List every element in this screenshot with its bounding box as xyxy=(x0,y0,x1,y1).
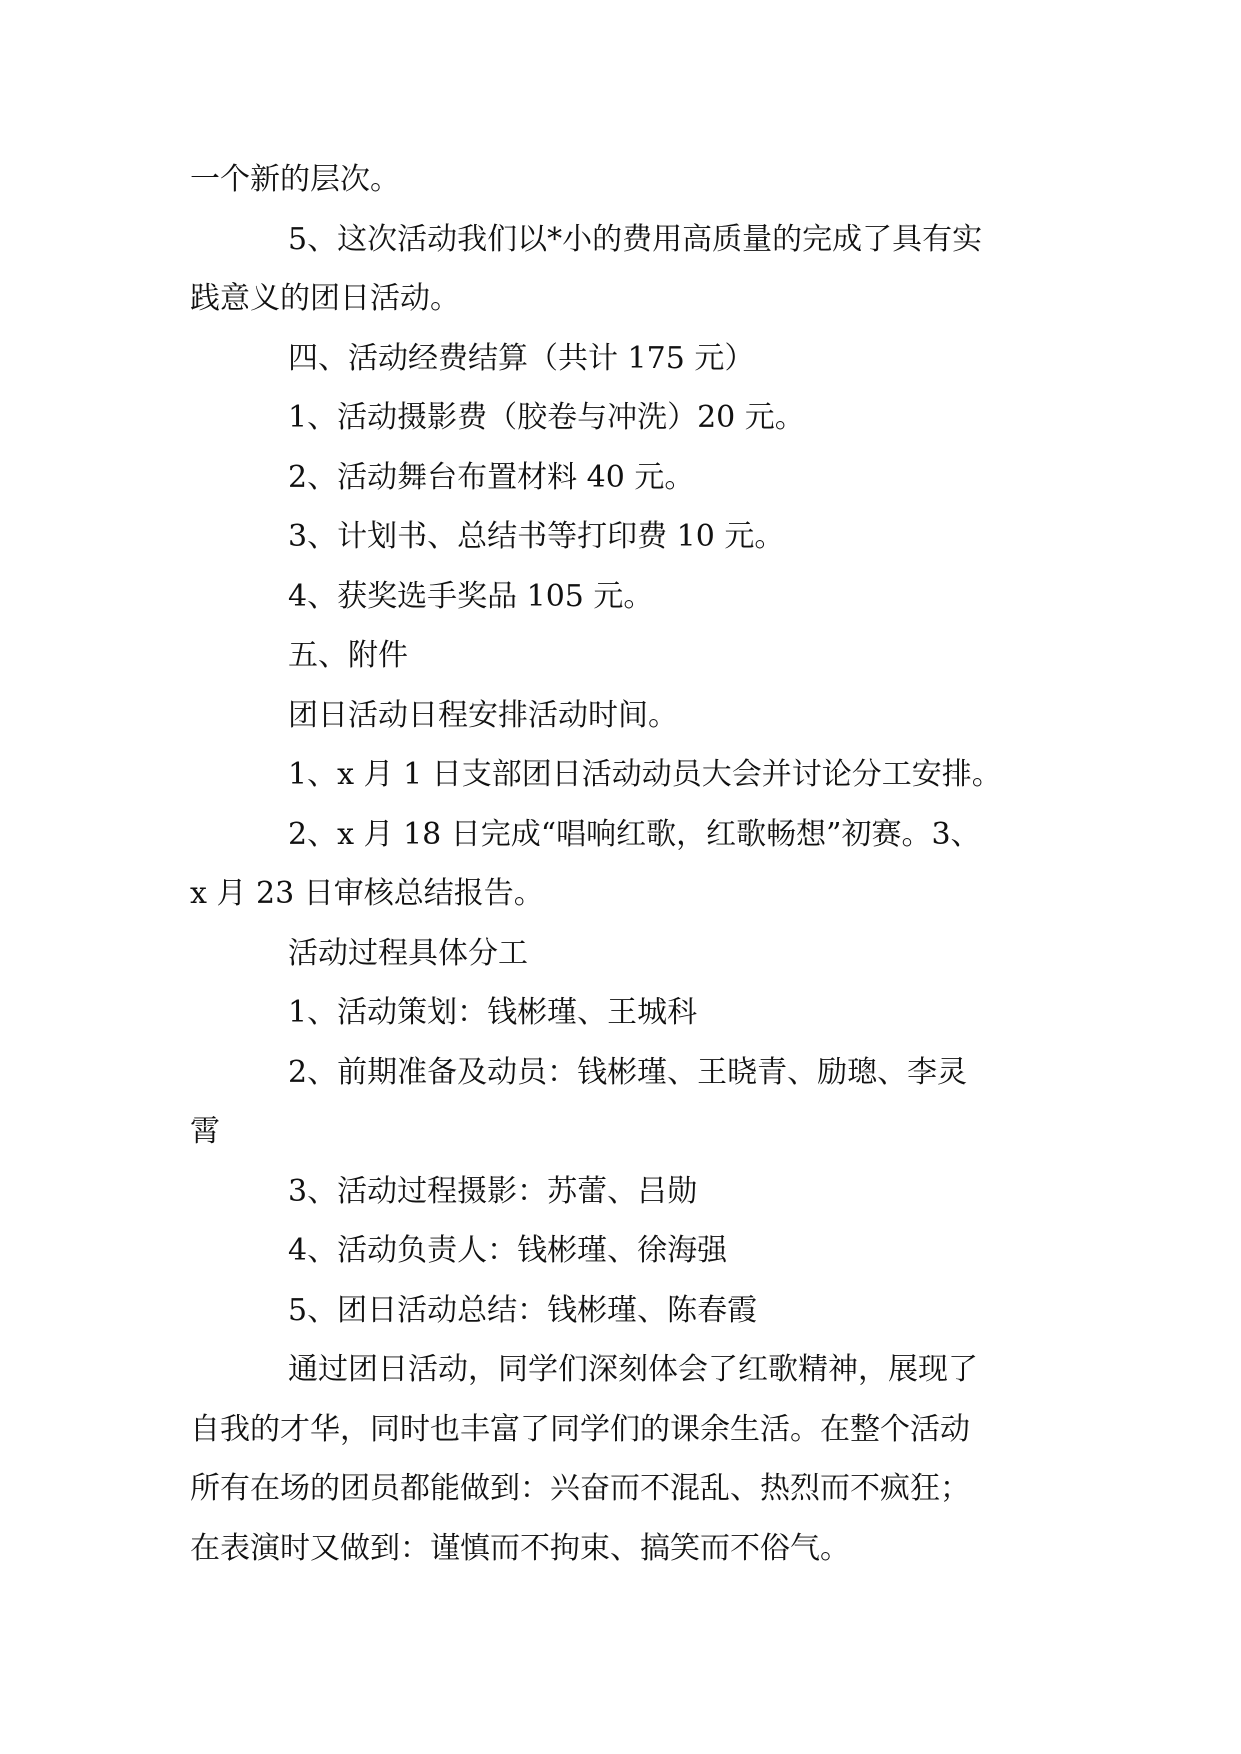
text-line: 霄 xyxy=(190,1114,220,1149)
text-line: 2、x 月 18 日完成“唱响红歌，红歌畅想”初赛。3、 xyxy=(288,816,981,852)
text-line: 3、活动过程摄影：苏蕾、吕勋 xyxy=(288,1173,698,1209)
text-line: 活动过程具体分工 xyxy=(288,935,528,971)
text-line: 1、活动摄影费（胶卷与冲洗）20 元。 xyxy=(288,400,805,435)
text-line: 一个新的层次。 xyxy=(190,162,400,197)
text-line: 四、活动经费结算（共计 175 元） xyxy=(288,340,755,376)
text-line: 2、前期准备及动员：钱彬瑾、王晓青、励璁、李灵 xyxy=(288,1054,968,1090)
text-line: 5、这次活动我们以*小的费用高质量的完成了具有实 xyxy=(288,221,983,257)
text-line: 1、活动策划：钱彬瑾、王城科 xyxy=(288,995,698,1030)
text-line: 5、团日活动总结：钱彬瑾、陈春霞 xyxy=(288,1292,758,1328)
text-line: 1、x 月 1 日支部团日活动动员大会并讨论分工安排。 xyxy=(288,757,1002,792)
document-body xyxy=(190,150,1050,1578)
text-line: 3、计划书、总结书等打印费 10 元。 xyxy=(288,519,785,554)
text-line: 在表演时又做到：谨慎而不拘束、搞笑而不俗气。 xyxy=(190,1530,850,1566)
text-line: 所有在场的团员都能做到：兴奋而不混乱、热烈而不疯狂； xyxy=(190,1471,970,1506)
text-line: 践意义的团日活动。 xyxy=(190,281,460,316)
text-line: 通过团日活动，同学们深刻体会了红歌精神，展现了 xyxy=(288,1352,978,1387)
text-line: x 月 23 日审核总结报告。 xyxy=(190,876,544,911)
text-line: 自我的才华，同时也丰富了同学们的课余生活。在整个活动 xyxy=(190,1411,970,1447)
text-line: 4、活动负责人：钱彬瑾、徐海强 xyxy=(288,1233,728,1268)
text-line: 团日活动日程安排活动时间。 xyxy=(288,697,678,733)
text-line: 五、附件 xyxy=(288,638,408,673)
text-line: 4、获奖选手奖品 105 元。 xyxy=(288,578,654,614)
text-line: 2、活动舞台布置材料 40 元。 xyxy=(288,459,695,495)
